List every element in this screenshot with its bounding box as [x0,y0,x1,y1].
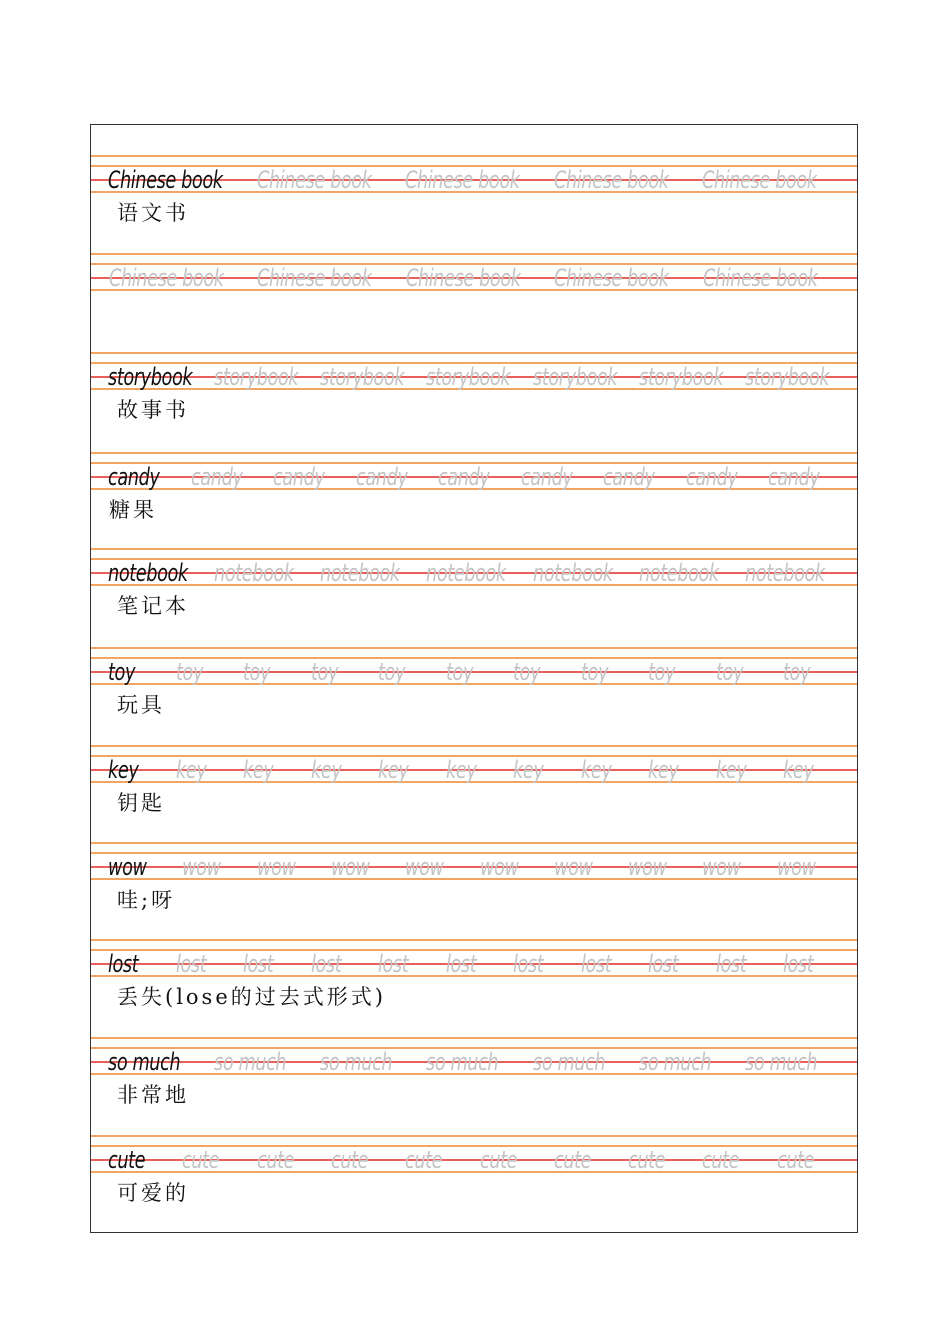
trace-word: storybook [744,363,830,391]
trace-word: lost [175,950,206,978]
trace-word: toy [378,658,406,686]
writing-row [91,452,857,490]
trace-word: candy [520,463,573,491]
translation: 故事书 [117,398,189,422]
trace-word: wow [405,853,444,881]
trace-word: toy [783,658,811,686]
trace-word: cute [479,1146,517,1174]
trace-word: storybook [532,363,617,391]
trace-word: so much [214,1048,287,1076]
trace-word: lost [715,950,747,978]
trace-word: lost [648,950,679,978]
trace-word: key [580,756,612,784]
trace-word: Chinese book [257,264,373,292]
trace-word: wow [553,853,593,881]
trace-word: Chinese book [109,264,224,292]
trace-word: key [310,756,342,784]
writing-row [91,842,857,880]
trace-word: candy [768,463,820,491]
trace-word: wow [256,853,296,881]
trace-word: so much [426,1048,499,1076]
trace-word: key [783,756,814,784]
translation: 非常地 [117,1083,189,1107]
writing-row [91,1135,857,1173]
trace-word: key [445,756,477,784]
trace-word: wow [182,853,221,881]
trace-word: notebook [320,559,401,587]
trace-word: key [175,756,206,784]
model-word: lost [108,950,139,978]
translation: 哇;呀 [117,888,176,912]
trace-word: lost [580,950,612,978]
translation: 玩具 [117,693,165,717]
trace-word: Chinese book [554,264,669,292]
trace-word: wow [702,853,741,881]
trace-word: cute [628,1146,666,1174]
trace-word: candy [603,463,655,491]
model-word: notebook [108,559,188,587]
trace-word: cute [330,1146,369,1174]
trace-word: Chinese book [405,264,521,292]
worksheet [90,124,858,1233]
trace-word: lost [310,950,341,978]
trace-word: toy [310,658,338,686]
trace-word: cute [776,1146,814,1174]
trace-word: so much [320,1048,393,1076]
translation: 语文书 [117,201,189,225]
model-word: so much [108,1048,181,1076]
trace-word: wow [776,853,816,881]
translation: 钥匙 [117,791,165,815]
trace-word: candy [273,463,325,491]
trace-word: Chinese book [405,166,520,194]
translation: 糖果 [109,498,157,522]
trace-word: key [715,756,747,784]
writing-row [91,155,857,193]
trace-word: storybook [638,363,723,391]
trace-word: storybook [426,363,511,391]
writing-row [91,352,857,390]
trace-word: Chinese book [553,166,669,194]
trace-word: cute [182,1146,220,1174]
trace-word: wow [479,853,519,881]
trace-word: so much [744,1048,818,1076]
trace-word: key [378,756,409,784]
writing-row [91,647,857,685]
translation: 笔记本 [117,594,189,618]
trace-word: wow [628,853,667,881]
trace-word: candy [190,463,243,491]
model-word: toy [108,658,136,686]
trace-word: storybook [320,363,405,391]
model-word: key [108,756,139,784]
model-word: Chinese book [108,166,223,194]
trace-word: candy [438,463,490,491]
trace-word: lost [445,950,476,978]
trace-word: candy [685,463,738,491]
trace-word: Chinese book [256,166,372,194]
trace-word: key [243,756,274,784]
trace-word: so much [532,1048,605,1076]
trace-word: candy [355,463,408,491]
trace-word: notebook [744,559,825,587]
translation: 丢失(lose的过去式形式) [117,985,386,1009]
model-word: wow [108,853,147,881]
model-word: candy [108,463,160,491]
trace-word: notebook [214,559,294,587]
trace-word: toy [580,658,608,686]
trace-word: toy [445,658,473,686]
trace-word: notebook [426,559,507,587]
trace-word: key [513,756,544,784]
trace-word: lost [783,950,814,978]
trace-row [91,253,857,291]
trace-word: notebook [532,559,613,587]
trace-word: wow [330,853,370,881]
writing-row [91,939,857,977]
trace-word: cute [702,1146,740,1174]
trace-word: toy [715,658,743,686]
trace-word: Chinese book [702,264,818,292]
writing-row [91,1037,857,1075]
trace-word: Chinese book [702,166,818,194]
trace-word: toy [648,658,676,686]
trace-word: lost [243,950,274,978]
model-word: storybook [108,363,193,391]
trace-word: toy [243,658,271,686]
trace-word: cute [553,1146,591,1174]
trace-word: cute [405,1146,443,1174]
trace-word: cute [256,1146,294,1174]
trace-word: storybook [214,363,299,391]
trace-word: lost [378,950,409,978]
trace-word: notebook [638,559,719,587]
trace-word: so much [638,1048,711,1076]
trace-word: key [648,756,679,784]
trace-word: toy [513,658,541,686]
model-word: cute [108,1146,146,1174]
writing-row [91,745,857,783]
trace-word: lost [513,950,544,978]
translation: 可爱的 [117,1181,189,1205]
writing-row [91,548,857,586]
trace-word: toy [175,658,203,686]
